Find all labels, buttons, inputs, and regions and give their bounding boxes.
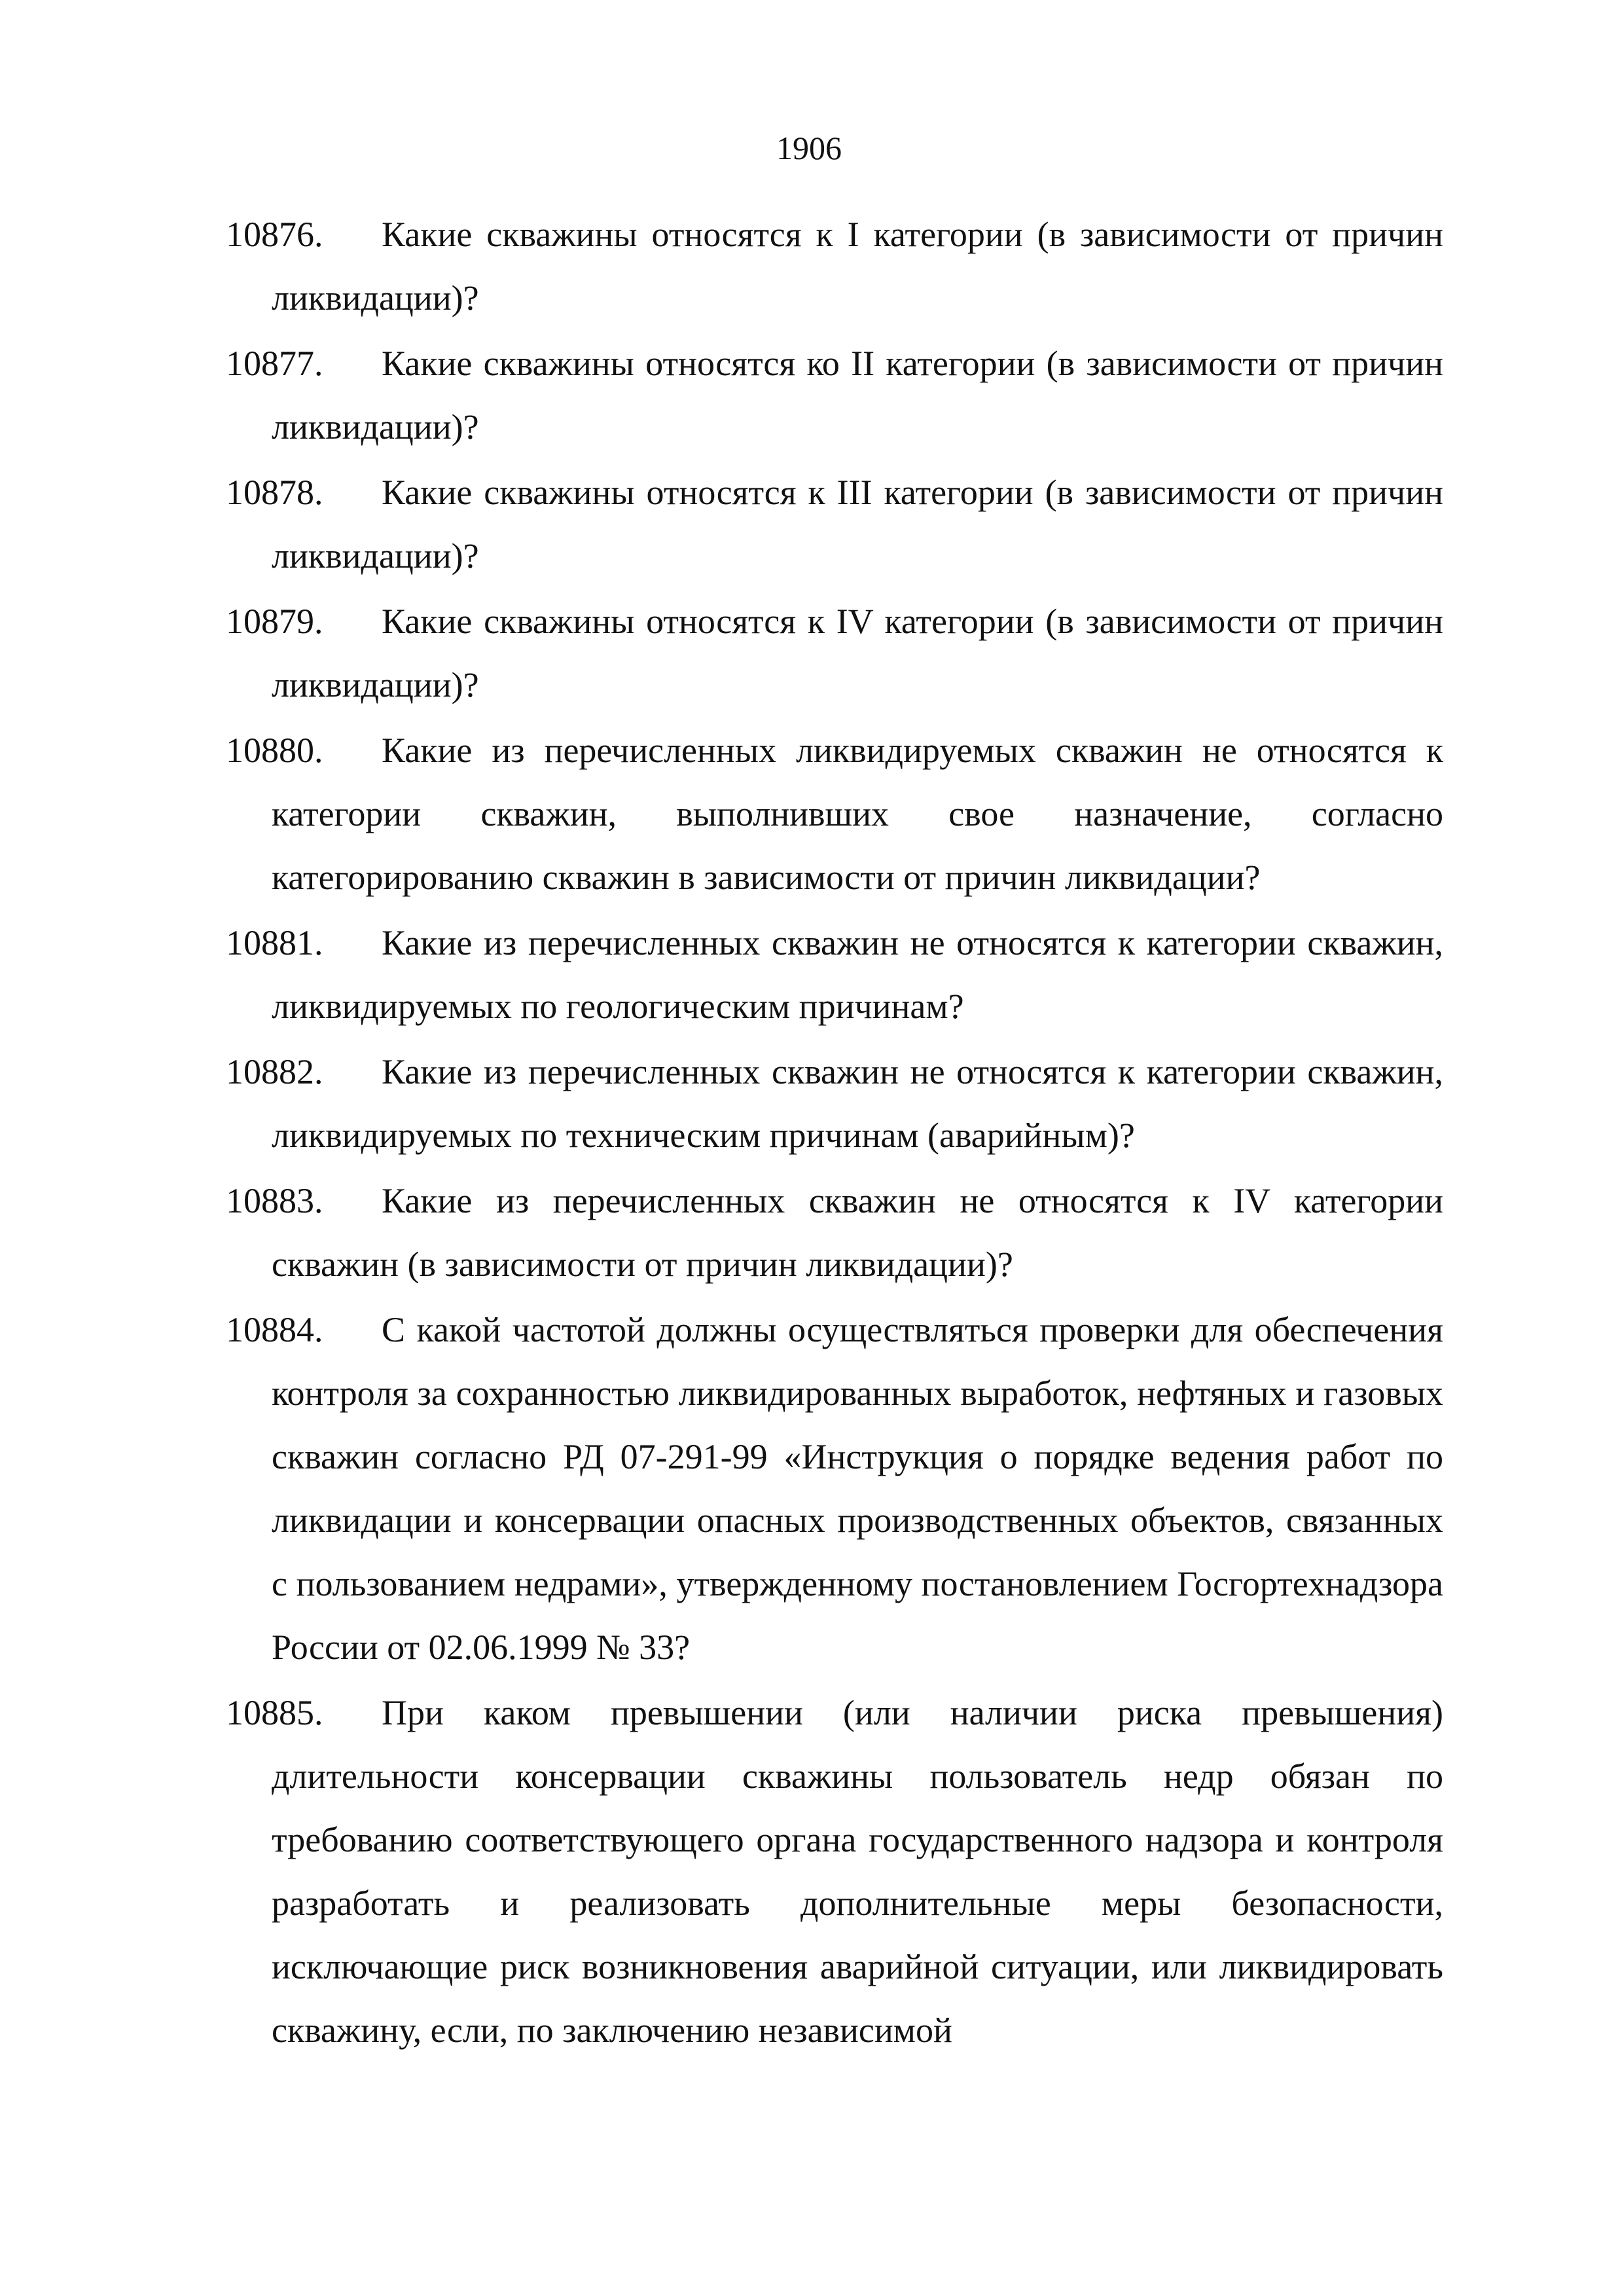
question-number: 10879. bbox=[226, 602, 323, 641]
question-number: 10877. bbox=[226, 344, 323, 383]
question-text: Какие скважины относятся ко II категории (в зависимости от причин ликвидации)? bbox=[272, 344, 1443, 446]
question-item bbox=[226, 1681, 1443, 2062]
question-item bbox=[226, 1169, 1443, 1296]
question-text: Какие из перечисленных скважин не относятся к категории скважин, ликвидируемых по геологическим причинам? bbox=[272, 923, 1443, 1026]
question-text: Какие из перечисленных скважин не относятся к категории скважин, ликвидируемых по техническим причинам (аварийным)? bbox=[272, 1052, 1443, 1155]
question-list bbox=[226, 203, 1443, 2064]
question-item bbox=[226, 911, 1443, 1038]
question-number: 10881. bbox=[226, 923, 323, 962]
question-item bbox=[226, 332, 1443, 459]
question-text: Какие из перечисленных скважин не относятся к IV категории скважин (в зависимости от причин ликвидации)? bbox=[272, 1181, 1443, 1284]
question-number: 10876. bbox=[226, 215, 323, 254]
question-text: При каком превышении (или наличии риска превышения) длительности консервации скважины пользователь недр обязан по требованию соответствующего органа государственного надзора и контроля разработать и реализовать дополнительные меры безопасности, исключающие риск возникновения аварийной ситуации, или ликвидировать скважину, если, по заключению независимой bbox=[272, 1693, 1443, 2050]
question-number: 10885. bbox=[226, 1693, 323, 1732]
question-text: Какие скважины относятся к I категории (в зависимости от причин ликвидации)? bbox=[272, 215, 1443, 318]
question-item bbox=[226, 203, 1443, 330]
question-number: 10880. bbox=[226, 731, 323, 770]
question-item bbox=[226, 1298, 1443, 1679]
question-item bbox=[226, 461, 1443, 588]
question-number: 10878. bbox=[226, 473, 323, 512]
question-item bbox=[226, 1040, 1443, 1167]
question-number: 10883. bbox=[226, 1181, 323, 1220]
question-text: Какие скважины относятся к IV категории (в зависимости от причин ликвидации)? bbox=[272, 602, 1443, 704]
question-text: Какие скважины относятся к III категории (в зависимости от причин ликвидации)? bbox=[272, 473, 1443, 575]
question-text: С какой частотой должны осуществляться проверки для обеспечения контроля за сохранностью ликвидированных выработок, нефтяных и газовых скважин согласно РД 07-291-99 «Инструкция о порядке ведения работ по ликвидации и консервации опасных производственных объектов, связанных с пользованием недрами», утвержденному постановлением Госгортехнадзора России от 02.06.1999 № 33? bbox=[272, 1310, 1443, 1667]
question-number: 10882. bbox=[226, 1052, 323, 1091]
question-item bbox=[226, 590, 1443, 717]
page-number: 1906 bbox=[776, 130, 842, 166]
question-text: Какие из перечисленных ликвидируемых скважин не относятся к категории скважин, выполнивших свое назначение, согласно категорированию скважин в зависимости от причин ликвидации? bbox=[272, 731, 1443, 897]
question-number: 10884. bbox=[226, 1310, 323, 1349]
question-item bbox=[226, 719, 1443, 909]
